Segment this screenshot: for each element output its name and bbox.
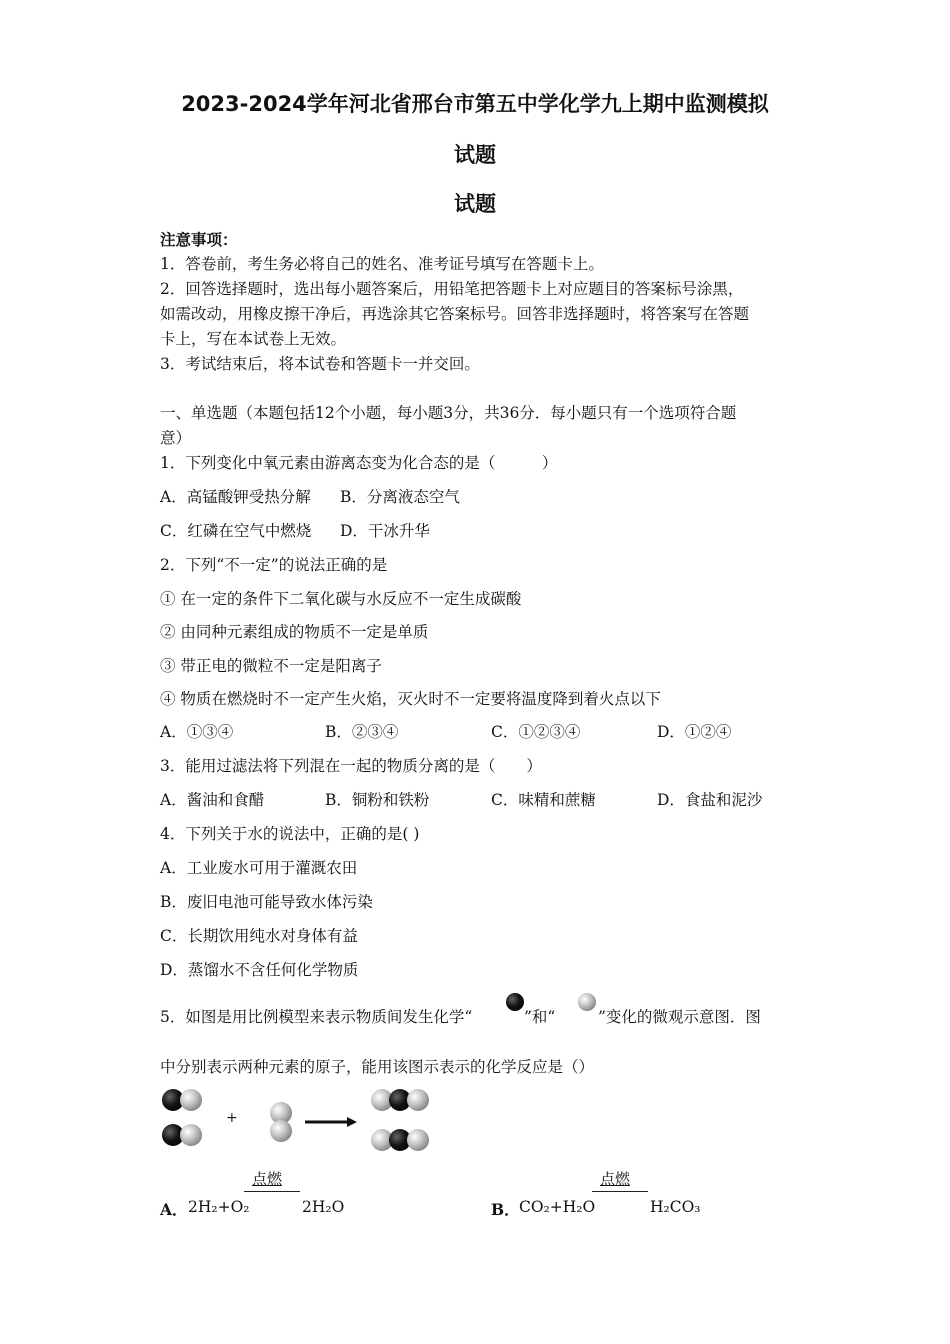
exam-title-line3: 试题: [454, 192, 496, 216]
reactant-light-atom: [180, 1089, 202, 1111]
reaction-arrow-icon: [305, 1114, 357, 1130]
q5-stem-part2: ”和“: [524, 1008, 556, 1026]
q5-option-a-left: 2H₂+O₂: [188, 1198, 250, 1216]
q4-option-c: C．长期饮用纯水对身体有益: [160, 927, 358, 945]
notice-item-3: 3．考试结束后，将本试卷和答题卡一并交回。: [160, 355, 480, 373]
q2-statement-3: ③ 带正电的微粒不一定是阳离子: [160, 657, 382, 675]
q2-statement-4: ④ 物质在燃烧时不一定产生火焰，灭火时不一定要将温度降到着火点以下: [160, 690, 661, 708]
q2-option-c: C．①②③④: [491, 723, 581, 741]
reactant-light-atom: [180, 1124, 202, 1146]
q4-option-a: A．工业废水可用于灌溉农田: [160, 859, 358, 877]
q1-option-d: D．干冰升华: [340, 522, 430, 540]
product-light-atom: [407, 1129, 429, 1151]
plus-sign: +: [226, 1110, 238, 1126]
q1-option-a: A．高锰酸钾受热分解: [160, 488, 311, 506]
notice-item-2a: 2．回答选择题时，选出每小题答案后，用铅笔把答题卡上对应题目的答案标号涂黑，: [160, 280, 744, 298]
light-atom-icon: [578, 993, 596, 1011]
q2-statement-2: ② 由同种元素组成的物质不一定是单质: [160, 623, 429, 641]
dark-atom-icon: [506, 993, 524, 1011]
q5-stem-part3: ”变化的微观示意图．图: [598, 1008, 761, 1026]
q2-option-d: D．①②④: [657, 723, 732, 741]
q4-option-d: D．蒸馏水不含任何化学物质: [160, 961, 359, 979]
notice-item-2b: 如需改动，用橡皮擦干净后，再选涂其它答案标号。回答非选择题时，将答案写在答题: [160, 305, 750, 323]
q2-option-a: A．①③④: [160, 723, 234, 741]
q3-option-d: D．食盐和泥沙: [657, 791, 763, 809]
q5-option-a-label: A．: [160, 1200, 188, 1219]
q3-option-a: A．酱油和食醋: [160, 791, 265, 809]
q5-stem-part4: 中分别表示两种元素的原子，能用该图示表示的化学反应是（）: [160, 1058, 595, 1076]
section-heading-b: 意）: [160, 429, 192, 447]
exam-title-line2: 试题: [454, 143, 496, 167]
q2-option-b: B．②③④: [325, 723, 399, 741]
notice-item-1: 1．答卷前，考生务必将自己的姓名、准考证号填写在答题卡上。: [160, 255, 604, 273]
q3-option-c: C．味精和蔗糖: [491, 791, 596, 809]
q5-option-b-bar: [592, 1191, 648, 1192]
notice-heading: 注意事项：: [160, 230, 238, 249]
q5-option-b-condition: 点燃: [600, 1170, 631, 1188]
q5-option-b-right: H₂CO₃: [650, 1198, 701, 1216]
q5-option-a-right: 2H₂O: [302, 1198, 345, 1216]
q2-statement-1: ① 在一定的条件下二氧化碳与水反应不一定生成碳酸: [160, 590, 522, 608]
reactant-light-atom: [270, 1120, 292, 1142]
q3-option-b: B．铜粉和铁粉: [325, 791, 430, 809]
product-light-atom: [407, 1089, 429, 1111]
q1-stem: 1．下列变化中氧元素由游离态变为化合态的是（ ）: [160, 454, 558, 472]
exam-title-line1: 2023-2024学年河北省邢台市第五中学化学九上期中监测模拟: [181, 92, 769, 116]
q4-option-b: B．废旧电池可能导致水体污染: [160, 893, 373, 911]
q5-option-b-left: CO₂+H₂O: [519, 1198, 596, 1216]
q4-stem: 4．下列关于水的说法中，正确的是( ): [160, 825, 420, 843]
q1-option-b: B．分离液态空气: [340, 488, 460, 506]
q5-option-a-bar: [244, 1191, 300, 1192]
q1-option-c: C．红磷在空气中燃烧: [160, 522, 312, 540]
section-heading-a: 一、单选题（本题包括12个小题，每小题3分，共36分．每小题只有一个选项符合题: [160, 404, 737, 422]
notice-item-2c: 卡上，写在本试卷上无效。: [160, 330, 347, 348]
q5-option-a-condition: 点燃: [252, 1170, 283, 1188]
q5-stem-part1: 5．如图是用比例模型来表示物质间发生化学“: [160, 1008, 473, 1026]
q2-stem: 2．下列“不一定”的说法正确的是: [160, 556, 388, 574]
q3-stem: 3．能用过滤法将下列混在一起的物质分离的是（ ）: [160, 757, 542, 775]
q5-option-b-label: B．: [491, 1200, 520, 1219]
